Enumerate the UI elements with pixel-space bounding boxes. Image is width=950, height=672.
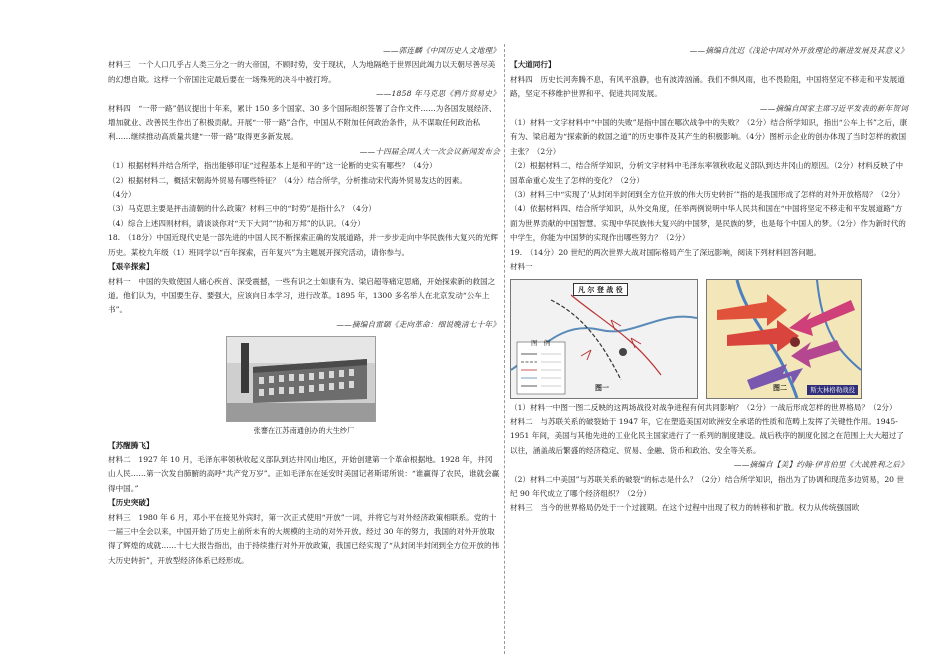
- section-heading: 【艰辛探索】: [108, 262, 154, 272]
- material-4b: 材料四 历史长河奔腾不息，有风平浪静，也有波涛汹涌。我们不惧风雨，也不畏险阻，中国将坚定不移走和平发展道路，坚定不移维护世界和平、促进共同发展。: [510, 74, 905, 99]
- source-citation: ——摘编自雷颐《走向革命：细说晚清七十年》: [336, 319, 500, 329]
- material-2: 材料二 1927 年 10 月，毛泽东率领秋收起义部队到达井冈山地区，开始创建第一个革命根据地。1928 年，井冈山人民……第一次发自肺腑的高呼“共产党万岁”。正如毛泽东在延安时美国记者斯诺所说：“谁赢得了农民，谁就会赢得中国。”: [108, 454, 500, 493]
- source-citation: ——摘编自【美】约翰·伊肯伯里《大战胜利之后》: [733, 460, 908, 470]
- material-2c: 材料二 与苏联关系的破裂始于 1947 年，它在塑造美国对欧洲安全承诺的性质和范畴上发挥了关键性作用。1945-1951 年间，美国与其他先进的工业化民主国家进行了一系列的制度建设。战后秩序的制度化园之在范围上大大超过了以往，涵盖战后繁盛的经济稳定、贸易、金融、货币和政治、安全等关系。: [510, 416, 904, 455]
- figure-label: 图一: [595, 383, 609, 393]
- question-18-1: （1）材料一文字材料中“中国的失败”是指中国在哪次战争中的失败？（2分）结合所学知识，指出“公车上书”之后，康有为、梁启超为“探索新的救国之道”的历史事件及其产生的积极影响。（4分）图析示企业的创办体现了当时怎样的救国主张？（2分）: [510, 118, 908, 156]
- question-17-4: （4）综合上述四则材料，请谈谈你对“天下大同”“协和万邦”的认识。（4分）: [108, 218, 365, 228]
- map-title: 凡 尔 登 战 役: [573, 283, 628, 296]
- material-3: 材料三 一个人口几乎占人类三分之一的大帝国，不顾时势，安于现状，人为地隔绝于世界因此竭力以天朝尽善尽美的幻想自欺。这样一个帝国注定最后要在一场殊死的决斗中被打垮。: [108, 60, 496, 84]
- material-1: 材料一 中国的失败使国人痛心疾首、深受震撼，一些有识之士如康有为、梁启超等痛定思痛，开始探索新的救国之道。他们认为，中国要生存、要强大，应该向日本学习，进行改革。1895 年，1300 多名举人在北京发动“公车上书”。: [108, 276, 496, 315]
- question-18-2: （2）根据材料二、结合所学知识，分析文字材料中毛泽东率领秋收起义部队到达井冈山的原因。（2分）材料反映了中国革命重心发生了怎样的变化？（2分）: [510, 161, 904, 185]
- source-citation: ——摘编自国家主席习近平发表的新年贺词: [759, 103, 908, 113]
- factory-photo: [226, 336, 376, 422]
- question-19-intro: 19. （14分）20 世纪的两次世界大战对国际格局产生了深远影响，阅读下列材料回答问题。: [510, 247, 821, 257]
- question-17-2: （2）根据材料二，概括宋朝海外贸易有哪些特征？（4分）结合所学，分析推动宋代海外贸易发达的因素。: [108, 175, 467, 185]
- section-heading: 【历史突破】: [108, 498, 154, 508]
- material-3c: 材料三 当今的世界格局仍处于一个过渡期。在这个过程中出现了权力的转移和扩散。权力从传统强国欧: [510, 503, 860, 513]
- question-17-1: （1）根据材料并结合所学，指出能够印证“过程基本上是和平的”这一论断的史实有哪些？（4分）: [108, 161, 437, 171]
- question-18-4: （4）依据材料四、结合所学知识，从外交角度，任举两例说明中华人民共和国在“中国将坚定不移走和平发展道路”方面为世界贡献的中国智慧。实现中华民族伟大复兴的中国梦，是民族的梦，也是每个中国人的梦。（2分）作为新时代的中学生，你能为中国梦的实现作出哪些努力？（2分）: [510, 204, 906, 243]
- material-3b: 材料三 1980 年 6 月，邓小平在接见外宾时，第一次正式使用“开放”一词，并将它与对外经济政策相联系。党的十一届三中全会以来，中国开始了历史上前所未有的大规模的主动的对外开放。经过 30 年的努力，我国的对外开放取得了辉煌的成就……十七大报告指出，由于持续推行对外开放政策，我国已经实现了“从封闭半封闭到全方位开放的伟大历史转折”，开放型经济体系已经形成。: [108, 512, 500, 565]
- verdun-map: [510, 279, 698, 399]
- section-heading: 【苏醒腾飞】: [108, 440, 154, 450]
- map-legend: 图 例: [531, 338, 551, 347]
- question-19-1: （1）材料一中图一图二反映的这两场战役对战争进程有何共同影响？（2分）一战后形成怎样的世界格局？（2分）: [510, 402, 897, 412]
- source-citation: ——十四届全国人大一次会议新闻发布会: [359, 146, 500, 156]
- source-citation: ——1858 年马克思《鸦片贸易史》: [375, 89, 500, 99]
- section-heading: 【大道同行】: [510, 60, 556, 70]
- question-19-2: （2）材料二中美国”与苏联关系的破裂“的标志是什么？（2分）结合所学知识，指出为了协调和现范多边贸易，20 世纪 90 年代成立了哪个经济组织？（2分）: [510, 474, 904, 498]
- material-4: 材料四 “一带一路”倡议提出十年来，累计 150 多个国家、30 多个国际组织签署了合作文件……为各国发展经济、增加就业、改善民生作出了积极贡献。开展“一带一路”合作，中国从不附加任何政治条件，从不谋取任何政治私利……继续推动高质量共建“一带一路”取得更多新发展。: [108, 103, 497, 142]
- right-column: [510, 44, 908, 516]
- material-label: 材料一: [510, 262, 533, 272]
- stalingrad-map: [706, 279, 862, 399]
- question-18-3: （3）材料三中“实现了‘从封闭半封闭到全方位开放的伟大历史转折’”指的是我国形成了怎样的对外开放格局？（2分）: [510, 190, 905, 200]
- question-17-3: （3）马克思主要是抨击清朝的什么政策？材料三中的“时势”是指什么？（4分）: [108, 204, 377, 214]
- left-column: [108, 44, 500, 568]
- photo-caption: 张謇在江苏南通创办的大生纱厂: [253, 426, 355, 436]
- question-17-2-score: （4分）: [108, 190, 136, 200]
- question-18-intro: 18. （18分）中国近现代史是一部先进的中国人民不断探索正确的发展道路，并一步步走向中华民族伟大复兴的光辉历史。某校九年级（1）班同学以“百年探索，百年复兴”为主题展开探究活动，请你参与。: [108, 233, 499, 257]
- source-citation: ——摘编自沈迟《浅论中国对外开放理论的渐进发展及其意义》: [689, 46, 908, 55]
- column-divider: [504, 44, 505, 654]
- maps-figure: [510, 279, 908, 399]
- map-title: 斯大林格勒战役: [807, 385, 858, 395]
- figure-label: 图二: [773, 383, 787, 393]
- source-citation: ——郭连麟《中国历史人文地理》: [383, 46, 500, 55]
